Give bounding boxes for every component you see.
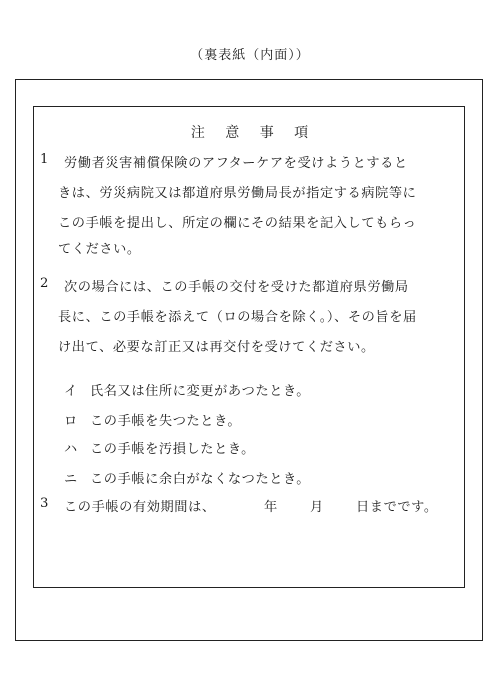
item-2-line-3: け出て、必要な訂正又は再交付を受けてください。 [58,340,375,355]
item-1-line-3: この手帳を提出し、所定の欄にその結果を記入してもらっ [58,216,417,231]
subitem-mark: ハ [64,442,78,457]
subitem-text: この手帳を汚損したとき。 [90,442,255,457]
subitem-text: この手帳に余白がなくなつたとき。 [90,472,311,487]
subitem-mark: ロ [64,414,78,429]
subitem-text: 氏名又は住所に変更があつたとき。 [90,384,311,399]
item-1-line-1: 労働者災害補償保険のアフターケアを受けようとすると [64,156,408,171]
item-1-line-4: てください。 [58,242,141,257]
item-3-year: 年 [264,500,278,515]
item-3-month: 月 [310,500,324,515]
item-1-line-2: きは、労災病院又は都道府県労働局長が指定する病院等に [58,186,417,201]
item-3-suffix: 日までです。 [356,500,438,515]
item-3-number: 3 [40,496,49,511]
subitem-mark: イ [64,384,78,399]
notice-heading: 注 意 事 項 [190,125,310,141]
item-3-text: この手帳の有効期間は、 [64,500,216,515]
item-1-number: 1 [40,152,49,167]
page-caption: （裏表紙（内面）） [190,48,310,63]
item-2-number: 2 [40,276,49,291]
item-2-line-1: 次の場合には、この手帳の交付を受けた都道府県労働局 [64,280,409,295]
subitem-mark: ニ [64,472,78,487]
subitem-text: この手帳を失つたとき。 [90,414,242,429]
item-2-line-2: 長に、この手帳を添えて（ロの場合を除く。）、その旨を届 [58,310,417,325]
